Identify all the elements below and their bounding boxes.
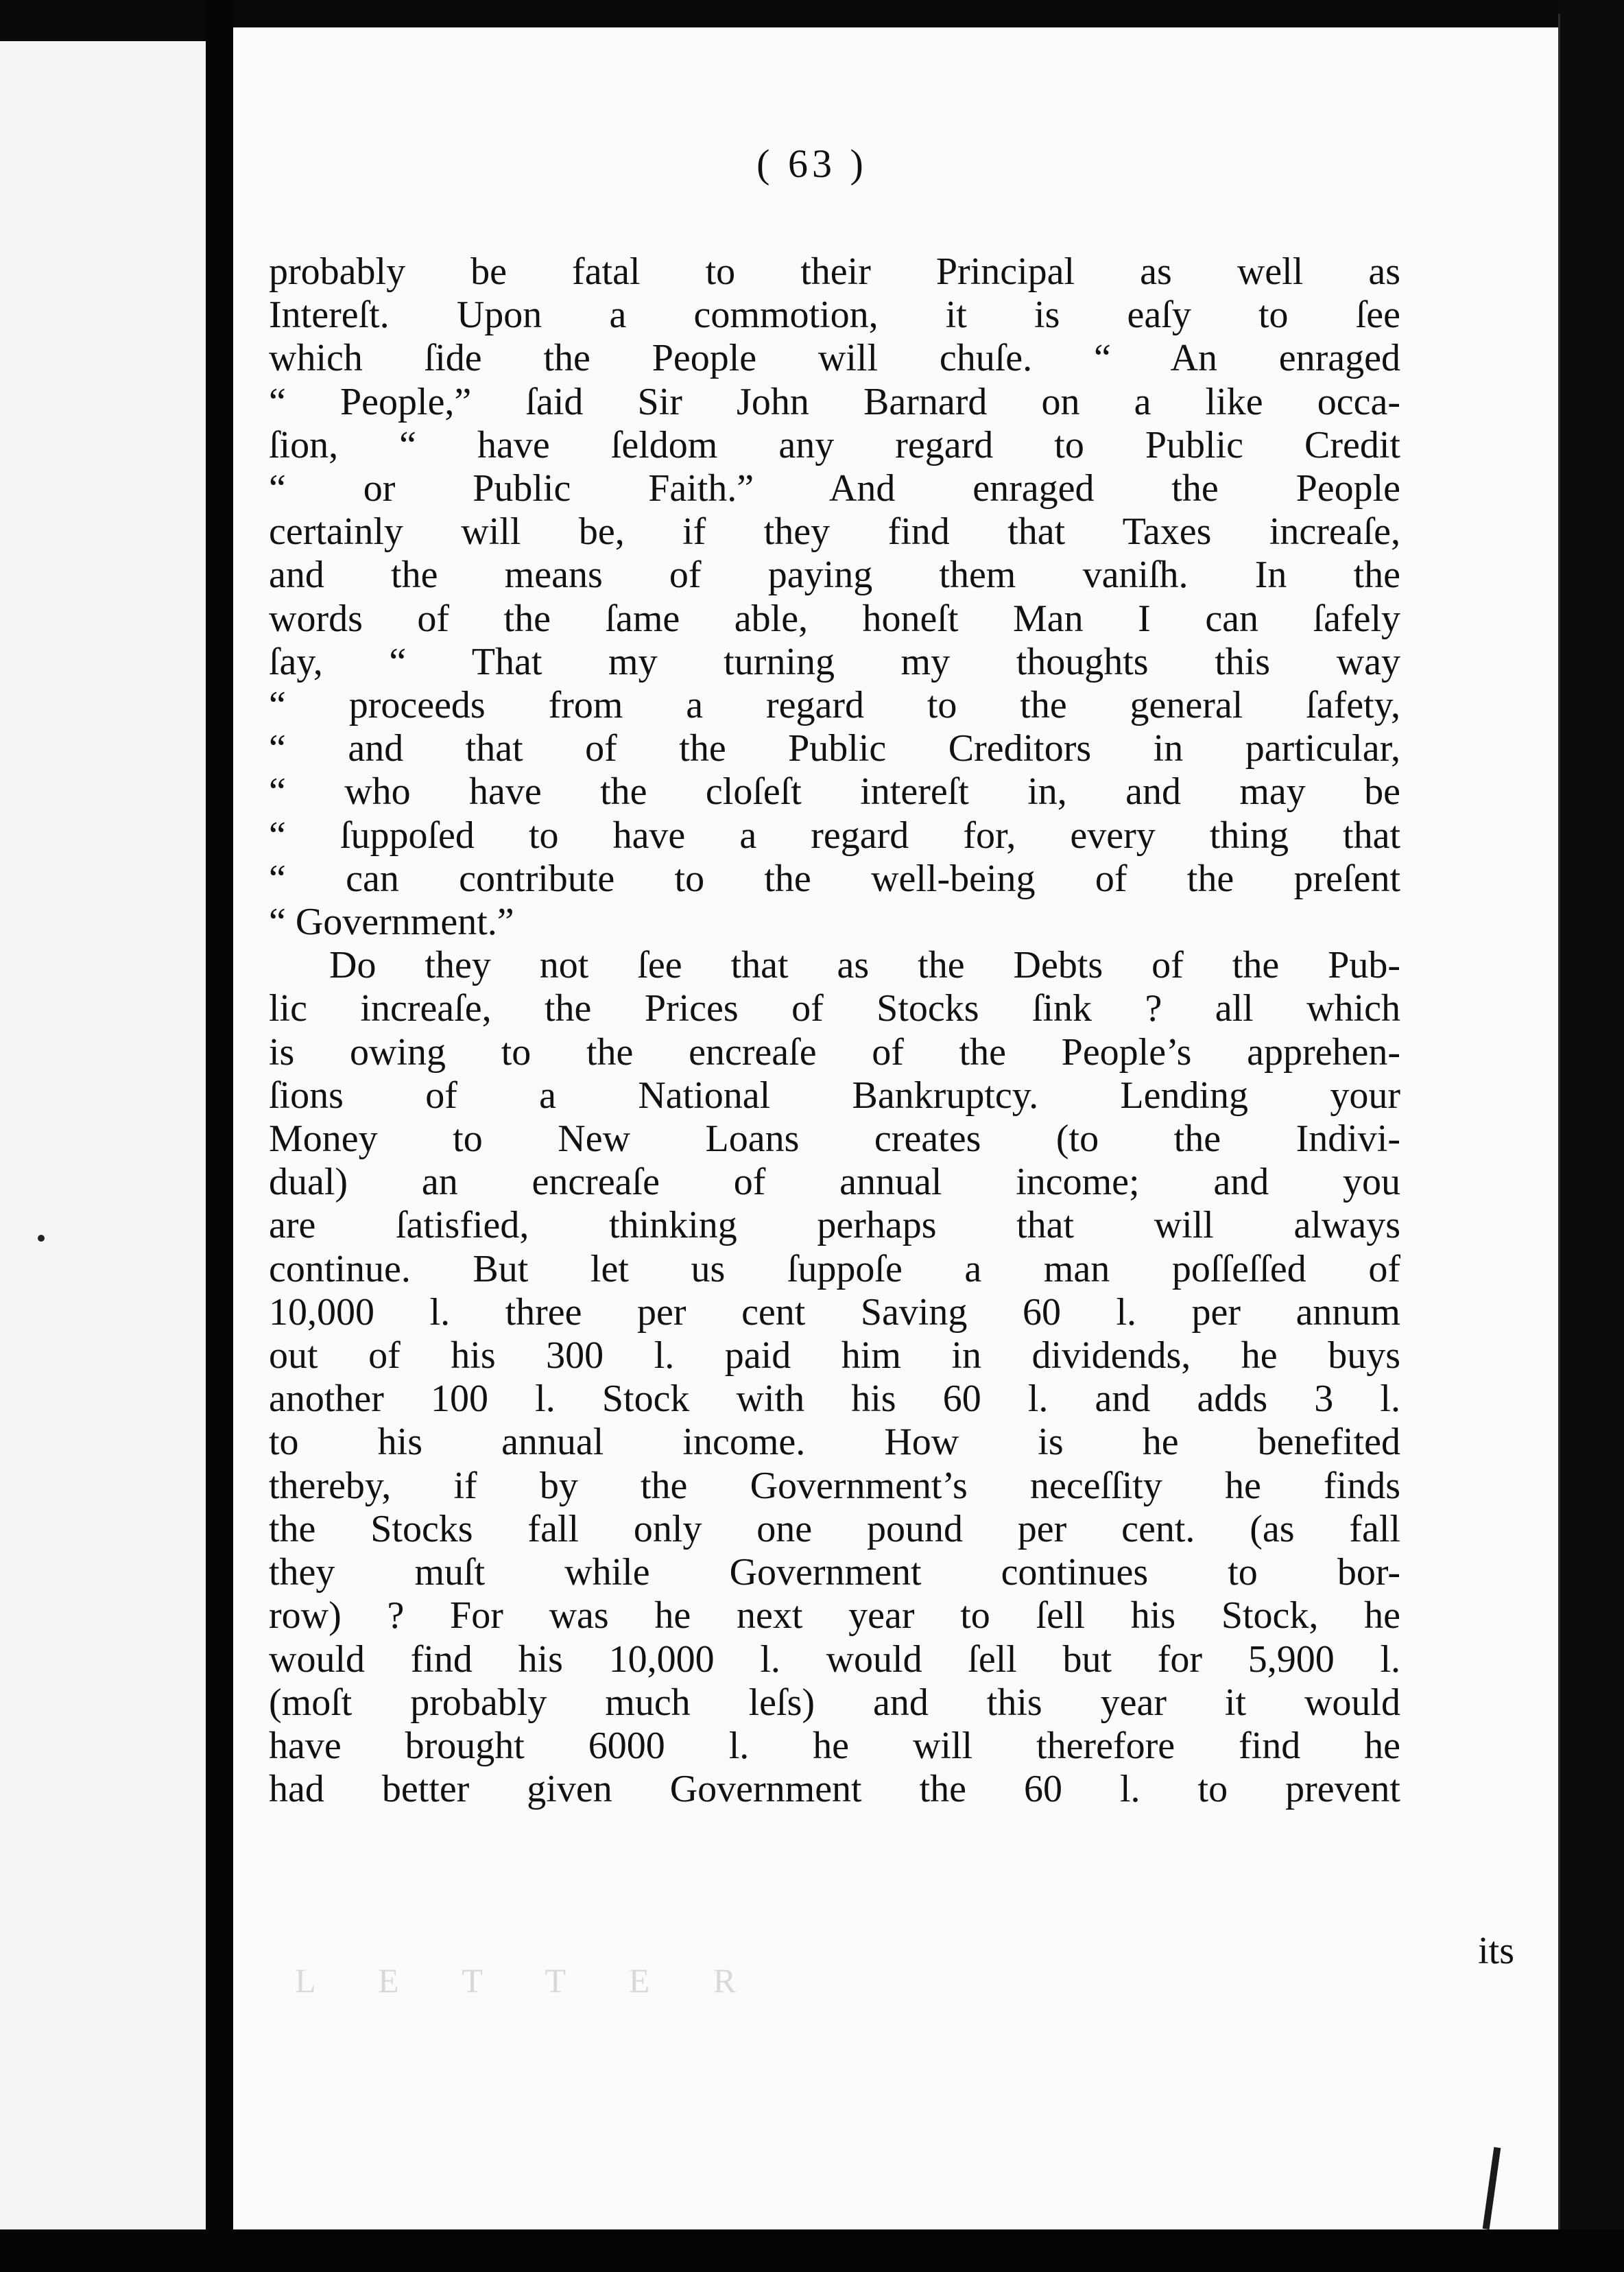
text-line: “ or Public Faith.” And enraged the People (269, 467, 1400, 510)
text-line: “ People,” ſaid Sir John Barnard on a like occa- (269, 380, 1400, 423)
text-line: ſion, “ have ſeldom any regard to Public Credit (269, 423, 1400, 466)
text-line: Intereſt. Upon a commotion, it is eaſy to ſee (269, 294, 1400, 337)
text-line: certainly will be, if they find that Taxes increaſe, (269, 510, 1400, 554)
scan-border-bottom (0, 2229, 1624, 2272)
text-line: probably be fatal to their Principal as well as (269, 250, 1400, 293)
text-line: “ can contribute to the well-being of the preſent (269, 857, 1400, 900)
text-line: another 100 l. Stock with his 60 l. and adds 3 l. (269, 1377, 1400, 1421)
text-line: row) ? For was he next year to ſell his Stock, he (269, 1594, 1400, 1637)
text-line: would find his 10,000 l. would ſell but for 5,900 l. (269, 1637, 1400, 1681)
text-line: the Stocks fall only one pound per cent. (as fall (269, 1507, 1400, 1550)
text-line: “ and that of the Public Creditors in particular, (269, 727, 1400, 770)
bleed-through-text: L E T T E R (295, 1961, 764, 2000)
text-line: and the means of paying them vaniſh. In the (269, 554, 1400, 597)
text-line: have brought 6000 l. he will therefore find he (269, 1724, 1400, 1767)
text-line: words of the ſame able, honeſt Man I can ſafely (269, 597, 1400, 640)
text-line: thereby, if by the Government’s neceſſity he finds (269, 1464, 1400, 1507)
text-line: are ſatisfied, thinking perhaps that will always (269, 1204, 1400, 1247)
ink-spot-icon (38, 1235, 45, 1242)
text-line: Money to New Loans creates (to the Indivi- (269, 1117, 1400, 1161)
text-line: lic increaſe, the Prices of Stocks ſink ? all which (269, 987, 1400, 1030)
text-line: dual) an encreaſe of annual income; and you (269, 1161, 1400, 1204)
scan-border-right (1560, 0, 1624, 2272)
text-line: out of his 300 l. paid him in dividends, he buys (269, 1334, 1400, 1377)
catchword: its (1478, 1930, 1514, 1972)
text-line: which ſide the People will chuſe. “ An enraged (269, 337, 1400, 380)
text-line: to his annual income. How is he benefited (269, 1421, 1400, 1464)
text-line: continue. But let us ſuppoſe a man poſſeſſed of (269, 1247, 1400, 1290)
text-line: ſions of a National Bankruptcy. Lending your (269, 1074, 1400, 1117)
text-line: Do they not ſee that as the Debts of the Pub- (329, 944, 1400, 987)
text-line: “ Government.” (269, 901, 514, 944)
text-line: ſay, “ That my turning my thoughts this way (269, 640, 1400, 683)
text-line: “ ſuppoſed to have a regard for, every thing that (269, 814, 1400, 857)
page-number: ( 63 ) (756, 141, 868, 186)
text-line: (moſt probably much leſs) and this year it would (269, 1681, 1400, 1724)
text-line: is owing to the encreaſe of the People’s apprehen- (269, 1030, 1400, 1074)
text-line: “ who have the cloſeſt intereſt in, and may be (269, 770, 1400, 814)
text-line: “ proceeds from a regard to the general ſafety, (269, 684, 1400, 727)
text-line: 10,000 l. three per cent Saving 60 l. per annum (269, 1290, 1400, 1334)
book-gutter (206, 0, 233, 2272)
body-text (269, 250, 1400, 1811)
facing-page (0, 41, 206, 2229)
text-line: they muſt while Government continues to bor- (269, 1551, 1400, 1594)
text-line: had better given Government the 60 l. to prevent (269, 1768, 1400, 1811)
